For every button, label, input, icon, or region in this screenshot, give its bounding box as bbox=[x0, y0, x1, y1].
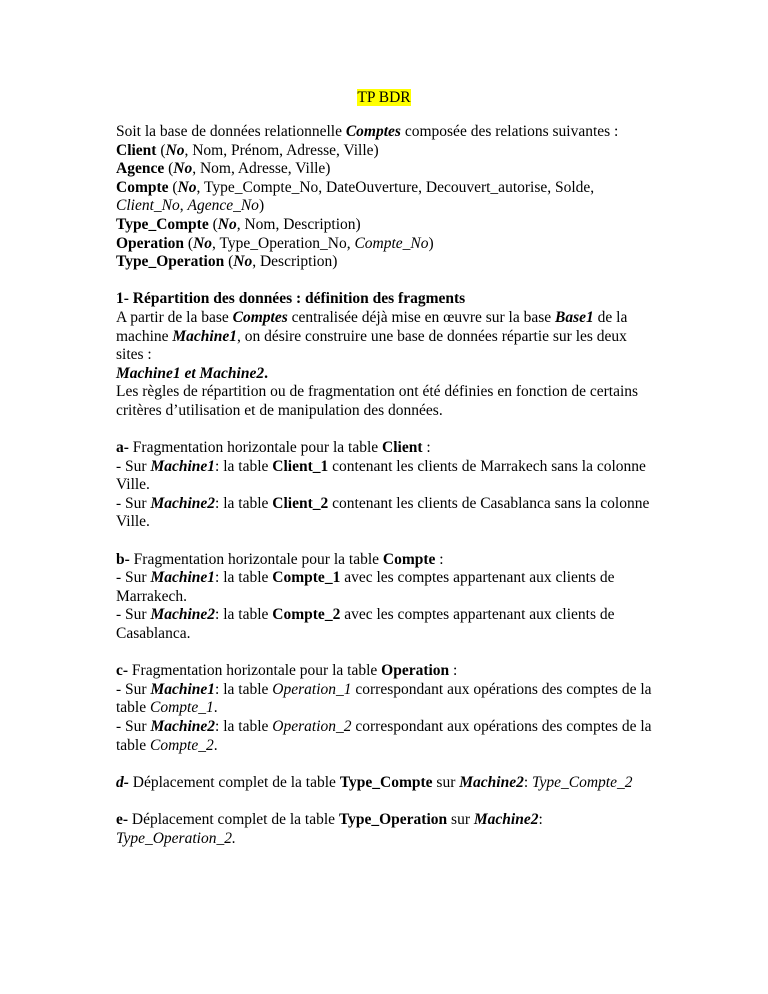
text-line bbox=[116, 662, 676, 681]
text-run: Type_Compte bbox=[339, 773, 433, 791]
text-run: Les règles de répartition ou de fragmentation ont été définies en fonction de certains bbox=[116, 383, 639, 401]
text-run: avec les comptes appartenant aux clients de bbox=[340, 569, 615, 587]
text-run: table bbox=[116, 699, 150, 717]
text-line bbox=[116, 606, 676, 625]
text-run: ( bbox=[208, 215, 218, 233]
text-line bbox=[116, 495, 676, 514]
text-run: , Nom, Prénom, Adresse, Ville) bbox=[184, 141, 379, 159]
text-run: - Sur bbox=[116, 494, 151, 512]
text-run: avec les comptes appartenant aux clients de bbox=[340, 606, 615, 624]
text-run: Machine1 bbox=[150, 457, 216, 475]
text-run: No bbox=[233, 253, 253, 271]
text-line bbox=[116, 737, 676, 756]
text-run: No bbox=[193, 234, 213, 252]
text-line bbox=[116, 290, 676, 309]
text-run: Client_2 bbox=[272, 494, 329, 512]
text-run: ( bbox=[164, 160, 174, 178]
text-line bbox=[116, 402, 676, 421]
text-line bbox=[116, 346, 676, 365]
text-run: correspondant aux opérations des comptes de la bbox=[351, 718, 652, 735]
text-run: Machine1 bbox=[172, 327, 237, 345]
text-run: Marrakech. bbox=[116, 587, 187, 605]
text-line bbox=[116, 123, 676, 142]
text-run: No bbox=[177, 178, 197, 196]
text-line bbox=[116, 681, 676, 700]
text-run: : bbox=[422, 439, 431, 457]
paragraph bbox=[116, 662, 676, 755]
text-run: Compte_No bbox=[354, 234, 429, 252]
text-run: Ville. bbox=[116, 476, 150, 494]
text-run: ) bbox=[258, 197, 265, 215]
text-run: - Sur bbox=[116, 457, 151, 475]
text-run: - Sur bbox=[116, 680, 151, 698]
text-run: critères d’utilisation et de manipulation des données. bbox=[116, 401, 443, 419]
text-run: No bbox=[217, 215, 237, 233]
text-run: de la bbox=[593, 308, 628, 326]
document-body bbox=[116, 123, 676, 867]
text-run: , bbox=[179, 197, 188, 215]
text-line bbox=[116, 309, 676, 328]
text-run: A partir de la base bbox=[116, 308, 233, 326]
text-run: : la table bbox=[215, 680, 273, 698]
text-run: - Sur bbox=[116, 606, 151, 624]
text-run: d- bbox=[116, 773, 129, 791]
text-run: , on désire construire une base de données répartie sur les deux bbox=[236, 327, 627, 345]
text-run: Compte_1 bbox=[272, 569, 341, 587]
text-run: Casablanca. bbox=[116, 625, 191, 643]
text-run: Type_Operation bbox=[338, 810, 448, 828]
text-run: , Description) bbox=[252, 253, 338, 271]
paragraph bbox=[116, 551, 676, 644]
text-run: e- bbox=[116, 810, 129, 828]
paragraph bbox=[116, 290, 676, 420]
text-run: . bbox=[264, 364, 268, 382]
text-run: Client_1 bbox=[272, 457, 329, 475]
paragraph bbox=[116, 774, 676, 793]
text-run: 1- Répartition des données : définition des fragments bbox=[116, 290, 466, 308]
text-run: ( bbox=[224, 253, 234, 271]
text-run: . bbox=[213, 699, 218, 717]
text-run: No bbox=[173, 160, 193, 178]
text-line bbox=[116, 383, 676, 402]
text-run: Operation bbox=[381, 662, 450, 680]
text-run: Ville. bbox=[116, 513, 150, 531]
text-run: Machine1 bbox=[150, 680, 216, 698]
paragraph bbox=[116, 439, 676, 532]
text-line bbox=[116, 235, 676, 254]
text-run: composée des relations suivantes : bbox=[400, 123, 619, 140]
text-run: Client bbox=[382, 439, 423, 457]
text-run: Machine2 bbox=[473, 810, 539, 828]
text-run: Operation bbox=[116, 234, 185, 252]
text-run: Compte_1 bbox=[150, 699, 214, 717]
text-run: Machine2 bbox=[150, 718, 216, 735]
text-line bbox=[116, 513, 676, 532]
text-run: Operation_2 bbox=[272, 718, 352, 735]
text-run: : la table bbox=[215, 494, 273, 512]
text-run: , Type_Compte_No, DateOuverture, Decouvert_autorise, Solde, bbox=[196, 178, 595, 196]
text-run: sur bbox=[432, 773, 460, 791]
paragraph bbox=[116, 123, 676, 272]
text-line bbox=[116, 476, 676, 495]
text-run: Client_No bbox=[116, 197, 180, 215]
text-run: sites : bbox=[116, 346, 152, 364]
text-run: Agence bbox=[116, 160, 165, 178]
text-run: : la table bbox=[215, 718, 273, 735]
text-run: Client bbox=[116, 141, 157, 159]
text-line bbox=[116, 551, 676, 570]
text-run: Déplacement complet de la table bbox=[128, 773, 340, 791]
paragraph bbox=[116, 811, 676, 848]
text-run: Fragmentation horizontale pour la table bbox=[129, 550, 383, 568]
text-run: Machine1 et Machine2 bbox=[116, 364, 265, 382]
text-line bbox=[116, 439, 676, 458]
text-run: . bbox=[213, 736, 218, 754]
text-line bbox=[116, 569, 676, 588]
text-run: ) bbox=[428, 234, 434, 252]
text-run: Compte_2 bbox=[150, 736, 214, 754]
text-run: : la table bbox=[215, 457, 273, 475]
text-run: Comptes bbox=[232, 308, 288, 326]
text-run: contenant les clients de Marrakech sans la colonne bbox=[328, 457, 646, 475]
text-run: - Sur bbox=[116, 569, 151, 587]
text-run: : bbox=[523, 773, 533, 791]
text-run: Compte bbox=[116, 178, 169, 196]
text-run: Fragmentation horizontale pour la table bbox=[128, 662, 382, 680]
text-run: Operation_1 bbox=[272, 680, 352, 698]
title-text: TP BDR bbox=[357, 89, 411, 106]
text-run: ( bbox=[156, 141, 166, 159]
text-run: Machine2 bbox=[459, 773, 524, 791]
text-line bbox=[116, 142, 676, 161]
text-run: b- bbox=[116, 550, 130, 568]
text-run: : la table bbox=[215, 606, 273, 624]
text-run: ( bbox=[184, 234, 194, 252]
text-run: ( bbox=[168, 178, 178, 196]
text-run: contenant les clients de Casablanca sans la colonne bbox=[328, 494, 650, 512]
text-line bbox=[116, 216, 676, 235]
text-run: Machine2 bbox=[150, 494, 216, 512]
text-run: Compte bbox=[382, 550, 436, 568]
text-line bbox=[116, 625, 676, 644]
text-run: : bbox=[435, 550, 444, 568]
text-run: Machine1 bbox=[150, 569, 216, 587]
text-run: centralisée déjà mise en œuvre sur la base bbox=[287, 308, 556, 326]
text-line bbox=[116, 458, 676, 477]
text-line bbox=[116, 253, 676, 272]
text-run: Comptes bbox=[345, 123, 401, 140]
text-run: Agence_No bbox=[187, 197, 259, 215]
text-run: correspondant aux opérations des comptes de la bbox=[351, 680, 652, 698]
text-run: table bbox=[116, 736, 150, 754]
text-run: : bbox=[449, 662, 458, 680]
text-run: Déplacement complet de la table bbox=[128, 810, 339, 828]
text-run: , Nom, Adresse, Ville) bbox=[192, 160, 331, 178]
text-run: : la table bbox=[215, 569, 273, 587]
text-line bbox=[116, 830, 676, 849]
text-run: machine bbox=[116, 327, 173, 345]
text-run: sur bbox=[447, 810, 474, 828]
text-run: Compte_2 bbox=[272, 606, 341, 624]
text-line bbox=[116, 328, 676, 347]
text-run: Type_Operation_2. bbox=[116, 829, 236, 847]
text-run: Type_Compte_2 bbox=[532, 773, 633, 791]
text-run: , Type_Operation_No, bbox=[212, 234, 355, 252]
text-run: c- bbox=[116, 662, 129, 680]
text-line bbox=[116, 365, 676, 384]
text-run: No bbox=[165, 141, 185, 159]
text-line bbox=[116, 197, 676, 216]
text-run: Type_Operation bbox=[116, 253, 225, 271]
text-line bbox=[116, 718, 676, 737]
text-line bbox=[116, 160, 676, 179]
text-line bbox=[116, 588, 676, 607]
text-run: Type_Compte bbox=[116, 215, 209, 233]
text-run: Fragmentation horizontale pour la table bbox=[128, 439, 383, 457]
document-title bbox=[0, 88, 768, 107]
text-line bbox=[116, 811, 676, 830]
text-run: , Nom, Description) bbox=[236, 215, 361, 233]
text-run: a- bbox=[116, 439, 129, 457]
text-run: : bbox=[538, 810, 543, 828]
text-line bbox=[116, 774, 676, 793]
text-run: Machine2 bbox=[150, 606, 216, 624]
text-line bbox=[116, 699, 676, 718]
text-run: Soit la base de données relationnelle bbox=[116, 123, 346, 140]
text-line bbox=[116, 179, 676, 198]
text-run: - Sur bbox=[116, 718, 151, 735]
text-run: Base1 bbox=[555, 308, 594, 326]
